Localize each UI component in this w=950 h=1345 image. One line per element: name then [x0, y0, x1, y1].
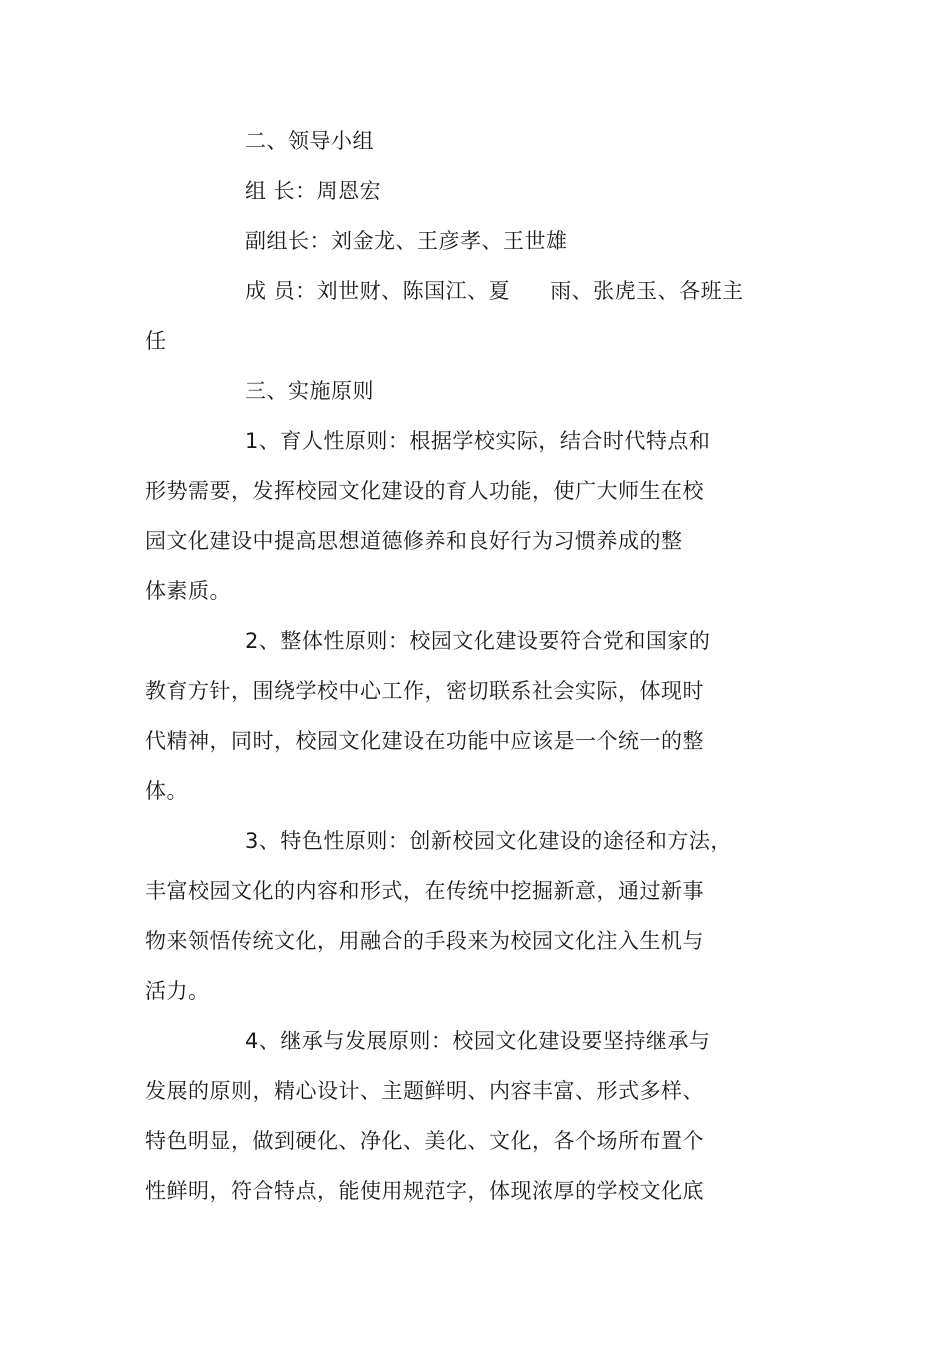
principle-3-line-4: 活力。 — [145, 979, 210, 1003]
section-heading-leadership: 二、领导小组 — [245, 129, 374, 153]
section-heading-principles: 三、实施原则 — [245, 379, 374, 403]
principle-4-line-1: 4、继承与发展原则：校园文化建设要坚持继承与 — [245, 1029, 711, 1053]
principle-1-line-2: 形势需要，发挥校园文化建设的育人功能，使广大师生在校 — [145, 479, 704, 503]
members-line — [245, 277, 744, 305]
principle-4-line-3: 特色明显，做到硬化、净化、美化、文化，各个场所布置个 — [145, 1129, 704, 1153]
principle-3-line-1: 3、特色性原则：创新校园文化建设的途径和方法， — [245, 829, 732, 853]
principle-1-line-1: 1、育人性原则：根据学校实际，结合时代特点和 — [245, 429, 711, 453]
members-line-continued: 任 — [145, 329, 167, 353]
deputy-leader-line: 副组长：刘金龙、王彦孝、王世雄 — [245, 229, 568, 253]
principle-3-line-2: 丰富校园文化的内容和形式，在传统中挖掘新意，通过新事 — [145, 879, 704, 903]
members-text-part-2: 雨、张虎玉、各班主 — [550, 279, 744, 303]
principle-2-line-2: 教育方针，围绕学校中心工作，密切联系社会实际，体现时 — [145, 679, 704, 703]
leader-line: 组 长：周恩宏 — [245, 179, 382, 203]
principle-4-line-4: 性鲜明，符合特点，能使用规范字，体现浓厚的学校文化底 — [145, 1179, 704, 1203]
principle-2-line-1: 2、整体性原则：校园文化建设要符合党和国家的 — [245, 629, 711, 653]
members-text-part-1: 成 员：刘世财、陈国江、夏 — [245, 279, 511, 303]
principle-2-line-3: 代精神，同时，校园文化建设在功能中应该是一个统一的整 — [145, 729, 704, 753]
principle-3-line-3: 物来领悟传统文化，用融合的手段来为校园文化注入生机与 — [145, 929, 704, 953]
principle-2-line-4: 体。 — [145, 779, 188, 803]
principle-1-line-4: 体素质。 — [145, 579, 231, 603]
principle-4-line-2: 发展的原则，精心设计、主题鲜明、内容丰富、形式多样、 — [145, 1079, 704, 1103]
principle-1-line-3: 园文化建设中提高思想道德修养和良好行为习惯养成的整 — [145, 529, 683, 553]
